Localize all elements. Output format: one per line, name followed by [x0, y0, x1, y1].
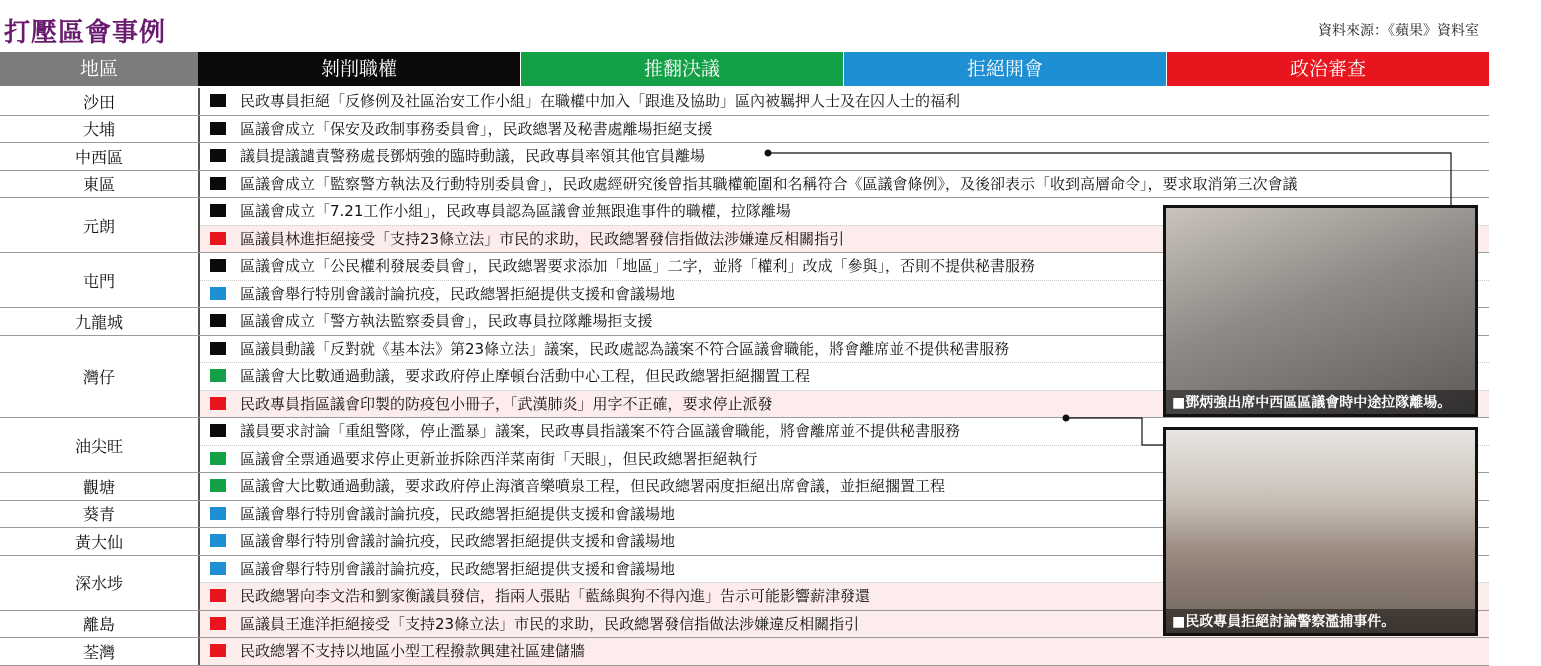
region-items: [200, 143, 1489, 170]
table-row: [0, 88, 1489, 116]
region-name: 黃大仙: [0, 528, 200, 555]
table-row: [0, 143, 1489, 171]
case-text: 民政總署向李文浩和劉家衡議員發信，指兩人張貼「藍絲與狗不得內進」告示可能影響薪津發還: [240, 587, 871, 605]
category-marker-black: [210, 314, 226, 327]
category-marker-red: [210, 397, 226, 410]
category-marker-black: [210, 259, 226, 272]
category-marker-red: [210, 644, 226, 657]
region-name: 屯門: [0, 253, 200, 307]
case-item: [200, 88, 1489, 115]
photo-caption-1: ■鄧炳強出席中西區區議會時中途拉隊離場。: [1166, 390, 1475, 414]
table-header: [0, 52, 1489, 86]
case-text: 區議員動議「反對就《基本法》第23條立法」議案，民政處認為議案不符合區議會職能，將會離席並不提供秘書服務: [240, 339, 1010, 358]
category-marker-black: [210, 424, 226, 437]
category-marker-black: [210, 94, 226, 107]
case-text: 民政專員指區議會印製的防疫包小冊子，「武漢肺炎」用字不正確，要求停止派發: [240, 394, 773, 413]
header-category-1: 剝削職權: [198, 52, 520, 86]
case-text: 區議會全票通過要求停止更新並拆除西洋菜南街「天眼」，但民政總署拒絕執行: [240, 449, 758, 468]
region-items: [200, 88, 1489, 115]
category-marker-black: [210, 177, 226, 190]
region-name: 深水埗: [0, 556, 200, 610]
region-items: [200, 171, 1489, 198]
case-text: 區議會舉行特別會議討論抗疫，民政總署拒絕提供支援和會議場地: [240, 504, 676, 523]
category-marker-red: [210, 589, 226, 602]
case-text: 民政專員拒絕「反修例及社區治安工作小組」在職權中加入「跟進及協助」區內被羈押人士及在囚人士的福利: [240, 92, 961, 110]
photo-caption-2: ■民政專員拒絕討論警察濫捕事件。: [1166, 609, 1475, 633]
case-text: 議員提議譴責警務處長鄧炳強的臨時動議，民政專員率領其他官員離場: [240, 147, 706, 165]
case-text: 區議會舉行特別會議討論抗疫，民政總署拒絕提供支援和會議場地: [240, 532, 676, 550]
case-text: 民政總署不支持以地區小型工程撥款興建社區建儲牆: [240, 642, 586, 660]
region-name: 中西區: [0, 143, 200, 170]
case-text: 區議會成立「警方執法監察委員會」，民政專員拉隊離場拒支援: [240, 312, 653, 330]
category-marker-green: [210, 369, 226, 382]
category-marker-blue: [210, 507, 226, 520]
category-marker-blue: [210, 287, 226, 300]
table-row: [0, 116, 1489, 144]
case-text: 區議員林進拒絕接受「支持23條立法」市民的求助，民政總署發信指做法涉嫌違反相關指引: [240, 229, 845, 248]
header-region: 地區: [0, 52, 198, 86]
region-name: 沙田: [0, 88, 200, 115]
category-marker-black: [210, 342, 226, 355]
case-text: 區議會成立「公民權利發展委員會」，民政總署要求添加「地區」二字，並將「權利」改成「參與」，否則不提供秘書服務: [240, 257, 1036, 275]
category-marker-red: [210, 232, 226, 245]
category-marker-blue: [210, 562, 226, 575]
region-name: 離島: [0, 611, 200, 638]
region-name: 灣仔: [0, 336, 200, 418]
category-marker-green: [210, 479, 226, 492]
case-item: [200, 143, 1489, 170]
case-text: 議員要求討論「重組警隊，停止濫暴」議案，民政專員指議案不符合區議會職能，將會離席並不提供秘書服務: [240, 422, 961, 440]
case-text: 區議員王進洋拒絕接受「支持23條立法」市民的求助，民政總署發信指做法涉嫌違反相關指引: [240, 614, 860, 633]
case-item: [200, 116, 1489, 143]
case-text: 區議會大比數通過動議，要求政府停止海濱音樂噴泉工程，但民政總署兩度拒絕出席會議，並拒絕擱置工程: [240, 477, 946, 495]
photo-central-western: [1163, 205, 1478, 417]
category-marker-green: [210, 452, 226, 465]
case-text: 區議會成立「7.21工作小組」，民政專員認為區議會並無跟進事件的職權，拉隊離場: [240, 202, 791, 220]
region-name: 東區: [0, 171, 200, 198]
case-text: 區議會舉行特別會議討論抗疫，民政總署拒絕提供支援和會議場地: [240, 559, 676, 578]
region-name: 元朗: [0, 198, 200, 252]
table-row: [0, 638, 1489, 666]
region-name: 油尖旺: [0, 418, 200, 472]
table-row: [0, 171, 1489, 199]
category-marker-red: [210, 617, 226, 630]
header-category-2: 推翻決議: [521, 52, 843, 86]
region-name: 觀塘: [0, 473, 200, 500]
region-name: 九龍城: [0, 308, 200, 335]
header-category-4: 政治審查: [1167, 52, 1489, 86]
case-text: 區議會舉行特別會議討論抗疫，民政總署拒絕提供支援和會議場地: [240, 284, 676, 303]
region-name: 荃灣: [0, 638, 200, 665]
page-title: 打壓區會事例: [4, 18, 167, 48]
case-text: 區議會成立「保安及政制事務委員會」，民政總署及秘書處離場拒絕支援: [240, 119, 713, 138]
source-note: 資料來源：《蘋果》資料室: [1318, 23, 1479, 39]
category-marker-blue: [210, 534, 226, 547]
case-item: [200, 638, 1489, 665]
region-name: 葵青: [0, 501, 200, 528]
photo-council-meeting: [1163, 427, 1478, 636]
case-item: [200, 171, 1489, 198]
category-marker-black: [210, 204, 226, 217]
category-marker-black: [210, 122, 226, 135]
category-marker-black: [210, 149, 226, 162]
case-text: 區議會大比數通過動議，要求政府停止摩頓台活動中心工程，但民政總署拒絕擱置工程: [240, 367, 811, 385]
region-name: 大埔: [0, 116, 200, 143]
region-items: [200, 116, 1489, 143]
region-items: [200, 638, 1489, 665]
case-text: 區議會成立「監察警方執法及行動特別委員會」，民政處經研究後曾指其職權範圍和名稱符合《區議會條例》，及後卻表示「收到高層命令」，要求取消第三次會議: [240, 174, 1298, 193]
header-category-3: 拒絕開會: [844, 52, 1166, 86]
